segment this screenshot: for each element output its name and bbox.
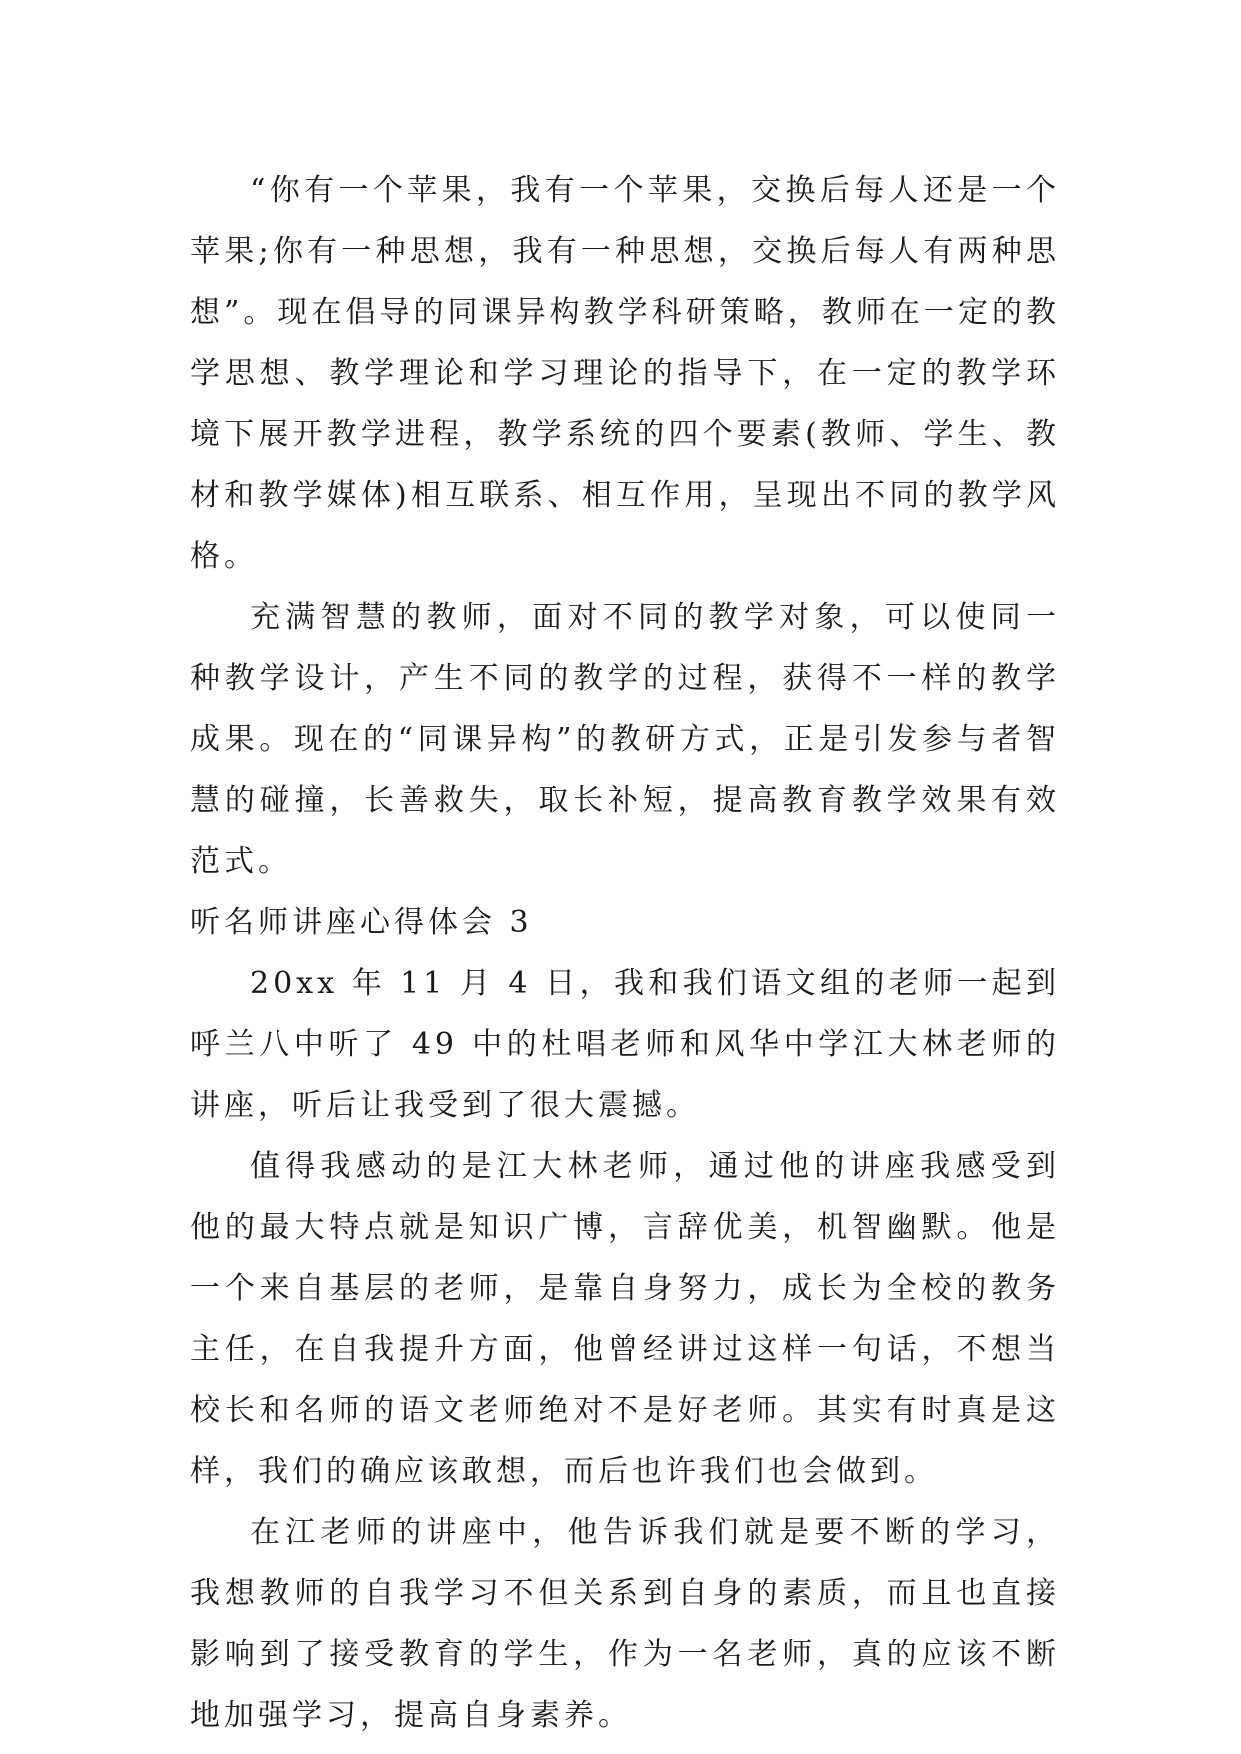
paragraph-wise-teacher: 充满智慧的教师，面对不同的教学对象，可以使同一种教学设计，产生不同的教学的过程，获得不一样的教学成果。现在的“同课异构”的教研方式，正是引发参与者智慧的碰撞，长善救失，取长补短，提高教育教学效果有效范式。 [190, 600, 1060, 879]
paragraph-jiang-dalin: 值得我感动的是江大林老师，通过他的讲座我感受到他的最大特点就是知识广博，言辞优美，机智幽默。他是一个来自基层的老师，是靠自身努力，成长为全校的教务主任，在自我提升方面，他曾经讲过这样一句话，不想当校长和名师的语文老师绝对不是好老师。其实有时真是这样，我们的确应该敢想，而后也许我们也会做到。 [190, 1149, 1060, 1489]
section-heading: 听名师讲座心得体会 3 [190, 905, 533, 940]
document-page [190, 160, 1060, 1746]
paragraph-apple-exchange: “你有一个苹果，我有一个苹果，交换后每人还是一个苹果;你有一种思想，我有一种思想，交换后每人有两种思想”。现在倡导的同课异构教学科研策略，教师在一定的教学思想、教学理论和学习理论的指导下，在一定的教学环境下展开教学进程，教学系统的四个要素(教师、学生、教材和教学媒体)相互联系、相互作用，呈现出不同的教学风格。 [190, 173, 1060, 574]
paragraph-keep-learning: 在江老师的讲座中，他告诉我们就是要不断的学习，我想教师的自我学习不但关系到自身的素质，而且也直接影响到了接受教育的学生，作为一名老师，真的应该不断地加强学习，提高自身素养。 [190, 1515, 1060, 1733]
paragraph-lecture-date: 20xx 年 11 月 4 日，我和我们语文组的老师一起到呼兰八中听了 49 中的杜唱老师和风华中学江大林老师的讲座，听后让我受到了很大震撼。 [190, 966, 1060, 1123]
